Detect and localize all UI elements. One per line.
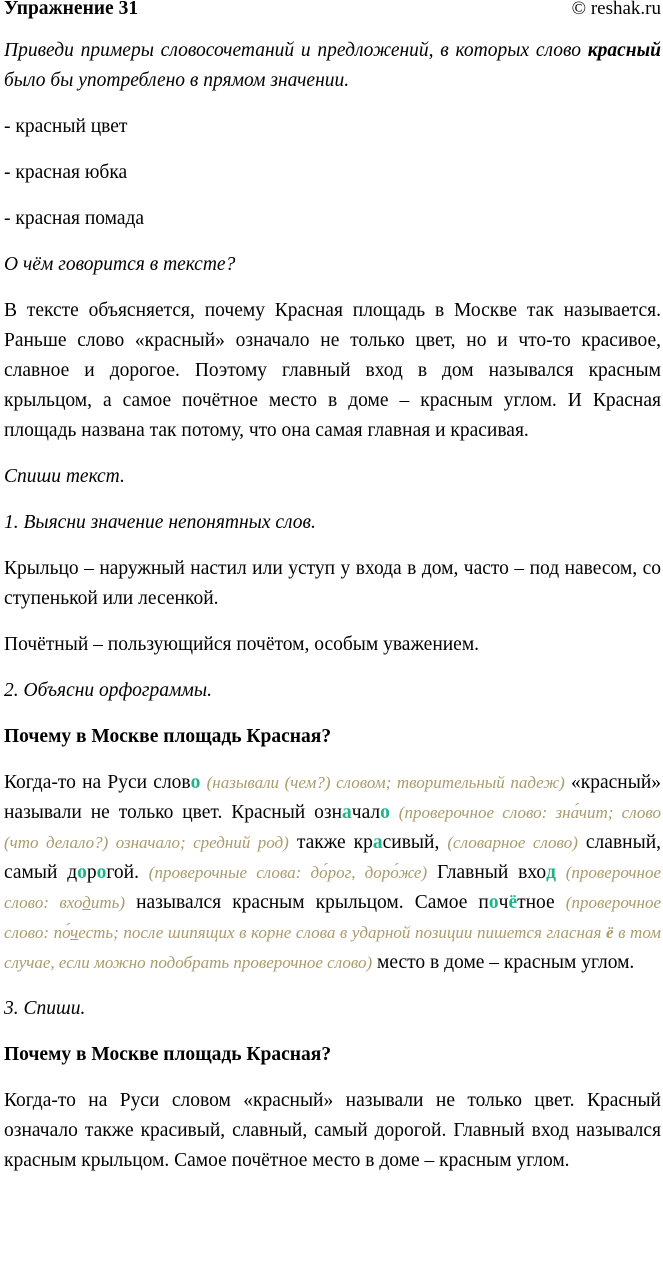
task-1: Приведи примеры словосочетаний и предложений, в которых слово красный было бы употреблено в прямом значении. xyxy=(4,40,661,91)
page xyxy=(4,0,661,1176)
orthogram-text: Когда-то на Руси слово (называли (чем?) словом; творительный падеж) «красный» называли не только цвет. Красный означало (проверочное слово: зна́чит; слово (что делало?) означало; средний род) также красивый, (словарное слово) славный, самый дорогой. (проверочные слова: до́рог, доро́же) Главный вход (проверочное слово: входить) назывался красным крыльцом. Самое почётное (проверочное слово: по́честь; после шипящих в корне слова в ударной позиции пишется гласная ё в том случае, если можно подобрать проверочное слово) место в доме – красным углом. xyxy=(4,772,662,973)
step-2: 2. Объясни орфограммы. xyxy=(4,680,212,701)
copy-text-label: Спиши текст. xyxy=(4,466,125,487)
exercise-title: Упражнение 31 xyxy=(4,0,139,19)
site-credit: © reshak.ru xyxy=(571,0,661,19)
heading-2: Почему в Москве площадь Красная? xyxy=(4,1044,332,1065)
heading-1: Почему в Москве площадь Красная? xyxy=(4,726,332,747)
final-text: Когда-то на Руси словом «красный» называли не только цвет. Красный означало также красивый, славный, самый дорогой. Главный вход назывался красным крыльцом. Самое почётное место в доме – красным углом. xyxy=(4,1090,661,1171)
example-1: - красный цвет xyxy=(4,116,128,137)
answer-about: В тексте объясняется, почему Красная площадь в Москве так называется. Раньше слово «красный» означало не только цвет, но и что-то красивое, славное и дорогое. Поэтому главный вход в дом назывался красным крыльцом, а самое почётное место в доме – красным углом. И Красная площадь названа так потому, что она самая главная и красивая. xyxy=(4,300,661,441)
definition-1: Крыльцо – наружный настил или уступ у входа в дом, часто – под навесом, со ступенькой или лесенкой. xyxy=(4,558,661,609)
step-3: 3. Спиши. xyxy=(4,998,86,1019)
example-3: - красная помада xyxy=(4,208,145,229)
example-2: - красная юбка xyxy=(4,162,128,183)
task-1-bold-word: красный xyxy=(587,40,661,61)
question-about: О чём говорится в тексте? xyxy=(4,254,236,275)
step-1: 1. Выясни значение непонятных слов. xyxy=(4,512,316,533)
header xyxy=(4,0,661,24)
definition-2: Почётный – пользующийся почётом, особым уважением. xyxy=(4,634,480,655)
